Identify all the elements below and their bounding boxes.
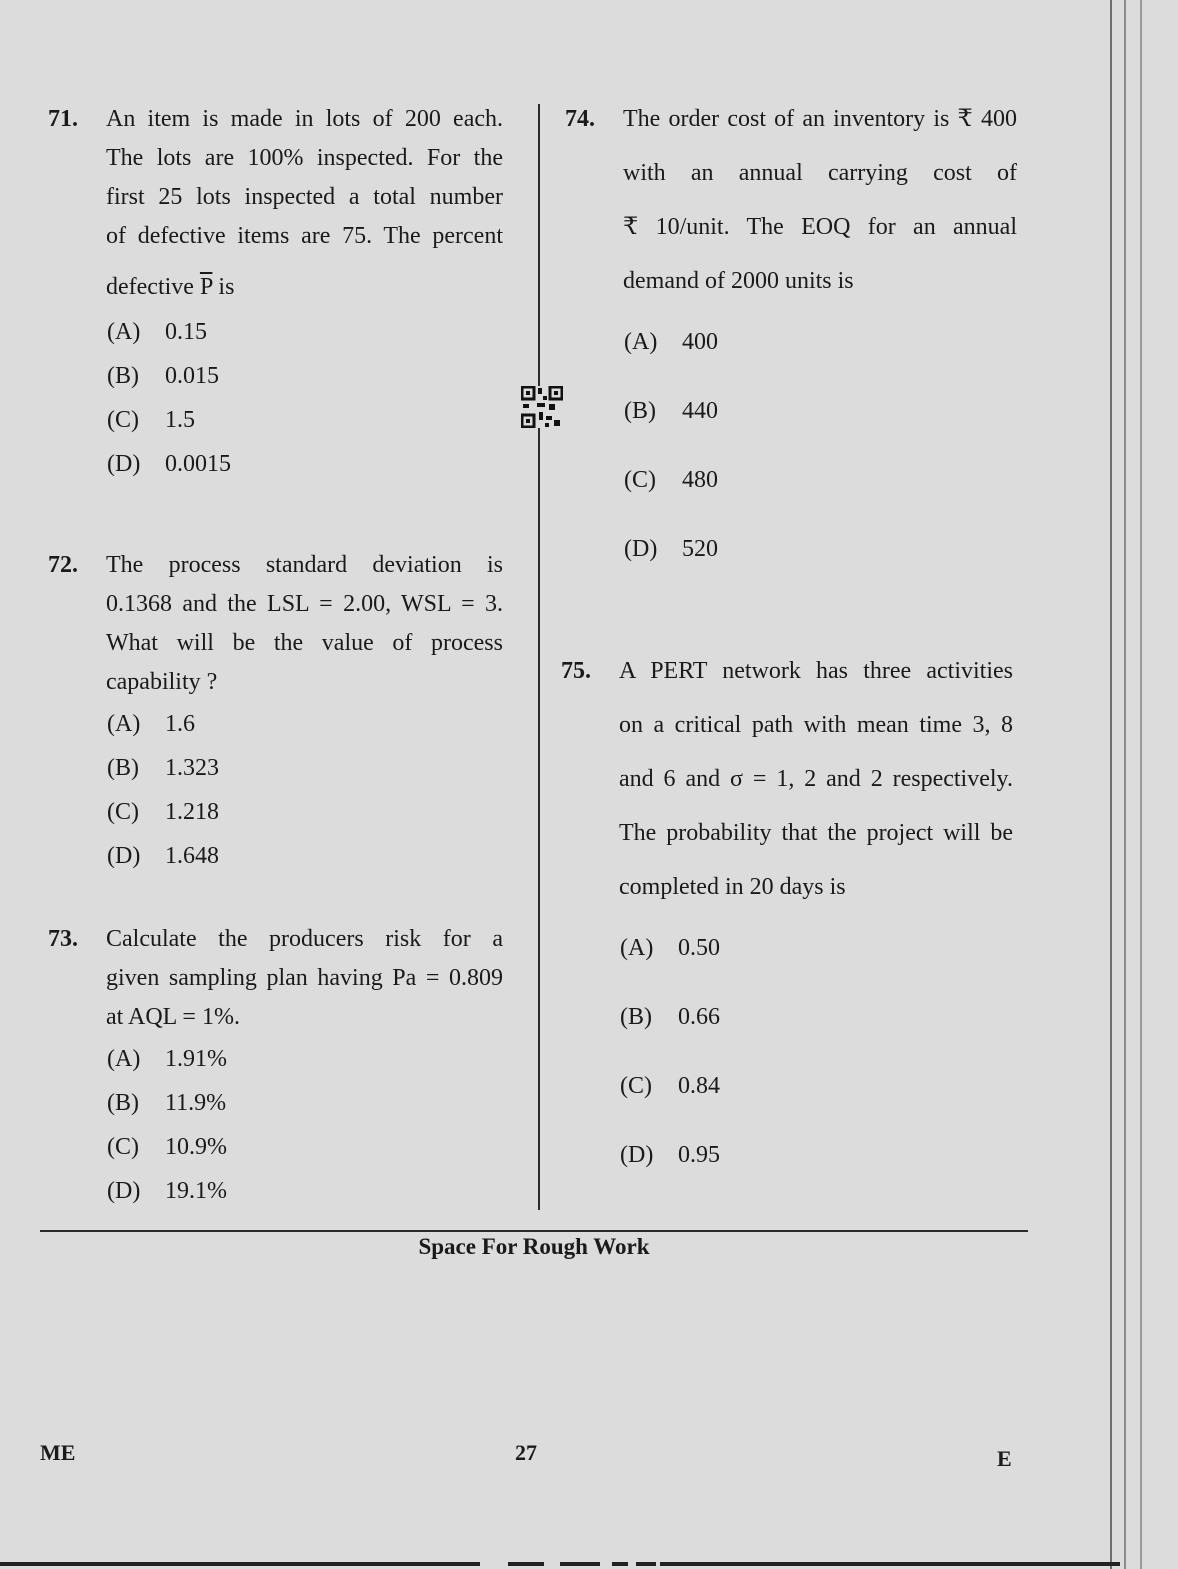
question-stem: Calculate the producers risk for a given sampling plan having Pa = 0.809 at AQL = 1%. xyxy=(106,926,503,1030)
option-b[interactable]: (B) 1.323 xyxy=(107,755,219,781)
option-d[interactable]: (D) 520 xyxy=(624,536,718,562)
question-75 xyxy=(561,644,1013,1190)
option-c[interactable]: (C) 0.84 xyxy=(620,1073,720,1099)
option-a[interactable]: (A) 1.91% xyxy=(107,1046,227,1072)
footer-version: E xyxy=(997,1446,1012,1471)
option-a[interactable]: (A) 0.15 xyxy=(107,319,207,345)
page-edge xyxy=(1110,0,1112,1569)
question-stem: A PERT network has three activities on a critical path with mean time 3, 8 and 6 and σ = 1, 2 and 2 respectively. The probability that the project will be completed in 20 days is xyxy=(619,658,1013,900)
option-c[interactable]: (C) 480 xyxy=(624,467,718,493)
question-stem: An item is made in lots of 200 each. The lots are 100% inspected. For the first 25 lots inspected a total number of defective items are 75. The percent defective $\overline{P}$ is xyxy=(106,106,503,300)
option-b[interactable]: (B) 0.015 xyxy=(107,363,219,389)
option-b[interactable]: (B) 440 xyxy=(624,398,718,424)
option-a[interactable]: (A) 400 xyxy=(624,329,718,355)
option-a[interactable]: (A) 0.50 xyxy=(620,935,720,961)
bottom-timing-mark xyxy=(660,1562,1120,1566)
bottom-timing-mark xyxy=(0,1562,480,1566)
footer-subject-code: ME xyxy=(40,1440,76,1465)
rough-work-heading: Space For Rough Work xyxy=(418,1234,650,1259)
qr-code-icon xyxy=(521,386,563,428)
option-d[interactable]: (D) 0.0015 xyxy=(107,451,231,477)
p-bar-symbol: $\overline{P}$ xyxy=(199,274,213,300)
rough-work-rule xyxy=(40,1230,1028,1232)
option-d[interactable]: (D) 19.1% xyxy=(107,1178,227,1204)
option-c[interactable]: (C) 1.5 xyxy=(107,407,195,433)
page-number: 27 xyxy=(515,1440,537,1465)
question-stem: The process standard deviation is 0.1368 and the LSL = 2.00, WSL = 3. What will be the value of process capability ? xyxy=(106,552,503,695)
bottom-timing-mark xyxy=(508,1562,544,1566)
question-number: 72. xyxy=(48,552,78,578)
question-number: 75. xyxy=(561,658,591,684)
question-71 xyxy=(48,100,503,486)
option-c[interactable]: (C) 1.218 xyxy=(107,799,219,825)
question-72 xyxy=(48,546,503,878)
bottom-timing-mark xyxy=(636,1562,656,1566)
right-column xyxy=(561,98,1017,1190)
question-number: 71. xyxy=(48,106,78,132)
page-edge xyxy=(1140,0,1142,1569)
question-stem: The order cost of an inventory is ₹ 400 with an annual carrying cost of ₹ 10/unit. The EOQ for an annual demand of 2000 units is xyxy=(623,106,1017,294)
option-d[interactable]: (D) 0.95 xyxy=(620,1142,720,1168)
option-b[interactable]: (B) 0.66 xyxy=(620,1004,720,1030)
bottom-timing-mark xyxy=(612,1562,628,1566)
column-divider xyxy=(538,104,540,1210)
bottom-timing-mark xyxy=(560,1562,600,1566)
page-edge xyxy=(1124,0,1126,1569)
option-c[interactable]: (C) 10.9% xyxy=(107,1134,227,1160)
option-b[interactable]: (B) 11.9% xyxy=(107,1090,227,1116)
question-number: 73. xyxy=(48,926,78,952)
question-number: 74. xyxy=(565,106,595,132)
option-a[interactable]: (A) 1.6 xyxy=(107,711,195,737)
option-d[interactable]: (D) 1.648 xyxy=(107,843,219,869)
left-column xyxy=(48,98,503,1213)
question-73 xyxy=(48,920,503,1213)
question-74 xyxy=(565,92,1017,584)
